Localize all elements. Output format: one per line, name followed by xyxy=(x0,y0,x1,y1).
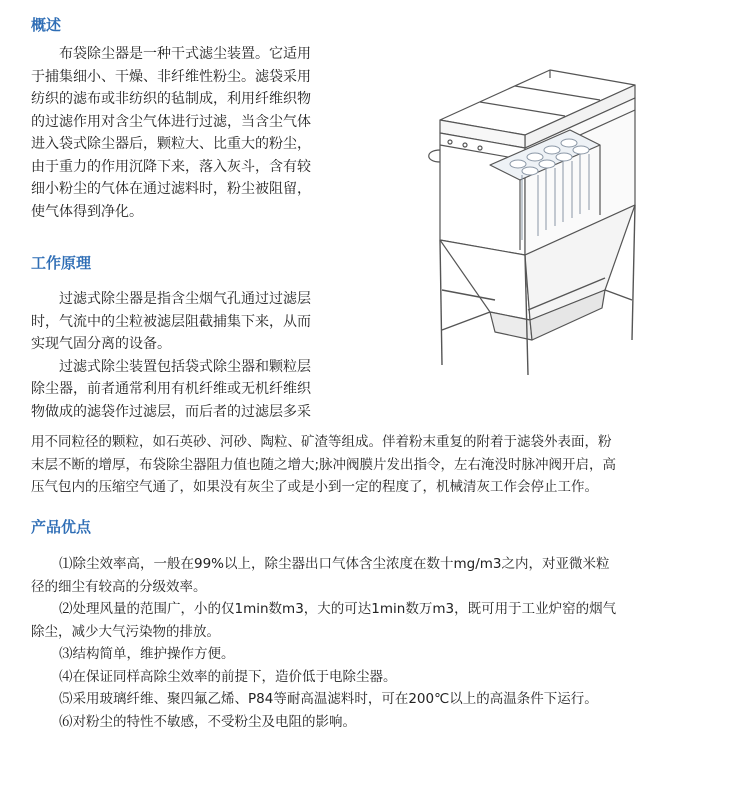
overview-paragraph xyxy=(31,43,401,223)
text-line: 的过滤作用对含尘气体进行过滤，当含尘气体 xyxy=(31,113,311,130)
text-line: 细小粉尘的气体在通过滤料时，粉尘被阻留， xyxy=(31,181,311,197)
text-line: 压气包内的压缩空气通了，如果没有灰尘了或是小到一定的程度了，机械清灰工作会停止工作。 xyxy=(31,479,598,495)
bag-filter-illustration xyxy=(420,50,720,380)
list-item-continuation: 除尘，减少大气污染物的排放。 xyxy=(31,623,220,640)
text-line: 由于重力的作用沉降下来，落入灰斗，含有较 xyxy=(31,158,311,175)
text-line: 布袋除尘器是一种干式滤尘装置。它适用 xyxy=(59,46,311,62)
list-item: ⑵处理风量的范围广，小的仅1min数m3，大的可达1min数万m3，既可用于工业炉窑的烟气 xyxy=(59,601,617,617)
text-line: 过滤式除尘器是指含尘烟气孔通过过滤层 xyxy=(59,291,311,307)
text-line: 过滤式除尘装置包括袋式除尘器和颗粒层 xyxy=(59,358,311,375)
text-line: 用不同粒径的颗粒，如石英砂、河砂、陶粒、矿渣等组成。伴着粉末重复的附着于滤袋外表面，粉 xyxy=(31,434,612,450)
advantages-list xyxy=(31,553,731,733)
text-line: 末层不断的增厚，布袋除尘器阻力值也随之增大;脉冲阀膜片发出指令，左右淹没时脉冲阀开启，高 xyxy=(31,456,617,473)
principle-paragraph-1 xyxy=(31,288,401,423)
list-item: ⑹对粉尘的特性不敏感，不受粉尘及电阻的影响。 xyxy=(59,713,356,730)
list-item: ⑷在保证同样高除尘效率的前提下，造价低于电除尘器。 xyxy=(59,668,397,685)
text-line: 纺织的滤布或非纺织的毡制成，利用纤维织物 xyxy=(31,91,311,107)
list-item-continuation: 径的细尘有较高的分级效率。 xyxy=(31,578,207,595)
list-item: ⑴除尘效率高，一般在99%以上，除尘器出口气体含尘浓度在数十mg/m3之内，对亚微米粒 xyxy=(59,556,610,572)
principle-heading: 工作原理 xyxy=(31,254,92,272)
overview-heading: 概述 xyxy=(31,16,62,34)
text-line: 于捕集细小、干燥、非纤维性粉尘。滤袋采用 xyxy=(31,68,311,85)
text-line: 除尘器，前者通常利用有机纤维或无机纤维织 xyxy=(31,381,311,397)
text-line: 物做成的滤袋作过滤层，而后者的过滤层多采 xyxy=(31,403,311,420)
text-line: 使气体得到净化。 xyxy=(31,203,143,220)
advantages-heading: 产品优点 xyxy=(31,518,92,536)
text-line: 时，气流中的尘粒被滤层阻截捕集下来，从而 xyxy=(31,313,311,330)
list-item: ⑸采用玻璃纤维、聚四氟乙烯、P84等耐高温滤料时，可在200℃以上的高温条件下运行。 xyxy=(59,691,598,707)
text-line: 进入袋式除尘器后，颗粒大、比重大的粉尘， xyxy=(31,136,311,152)
principle-paragraph-2 xyxy=(31,431,731,499)
text-line: 实现气固分离的设备。 xyxy=(31,336,171,352)
list-item: ⑶结构简单，维护操作方便。 xyxy=(59,646,235,662)
